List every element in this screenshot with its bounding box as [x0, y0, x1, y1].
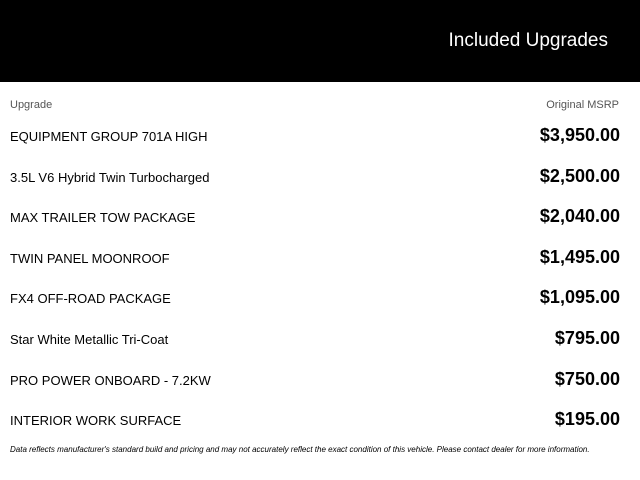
list-item: [0, 318, 640, 359]
upgrade-name: TWIN PANEL MOONROOF: [10, 250, 170, 266]
upgrade-price: $1,495.00: [539, 246, 620, 267]
page-title: Included Upgrades: [448, 30, 608, 51]
list-item: [0, 115, 640, 156]
upgrade-price: $2,040.00: [539, 206, 620, 227]
disclaimer-text: Data reflects manufacturer's standard build and pricing and may not accurately reflect the exact condition of this vehicle. Please contact dealer for more information.: [10, 445, 590, 454]
upgrade-name: INTERIOR WORK SURFACE: [10, 413, 182, 429]
upgrade-name: EQUIPMENT GROUP 701A HIGH: [10, 129, 208, 144]
upgrade-price: $750.00: [554, 368, 620, 389]
upgrade-name: MAX TRAILER TOW PACKAGE: [10, 210, 196, 226]
list-item: [0, 277, 640, 318]
upgrade-name: PRO POWER ONBOARD - 7.2KW: [10, 372, 211, 388]
upgrade-name: Star White Metallic Tri-Coat: [10, 331, 169, 347]
upgrade-name: 3.5L V6 Hybrid Twin Turbocharged: [10, 169, 210, 185]
upgrade-price: $1,095.00: [539, 287, 620, 308]
list-item: [0, 237, 640, 278]
column-header-msrp: Original MSRP: [546, 99, 619, 111]
upgrade-price: $195.00: [554, 409, 620, 430]
header-banner: [0, 0, 640, 82]
upgrade-name: FX4 OFF-ROAD PACKAGE: [10, 291, 171, 307]
column-header-upgrade: Upgrade: [10, 99, 53, 111]
list-item: [0, 196, 640, 237]
list-item: [0, 399, 640, 440]
list-item: [0, 359, 640, 400]
upgrade-price: $795.00: [554, 327, 620, 348]
upgrades-list: [0, 115, 640, 440]
upgrade-price: $3,950.00: [539, 125, 620, 145]
list-item: [0, 156, 640, 197]
upgrade-price: $2,500.00: [539, 165, 620, 186]
